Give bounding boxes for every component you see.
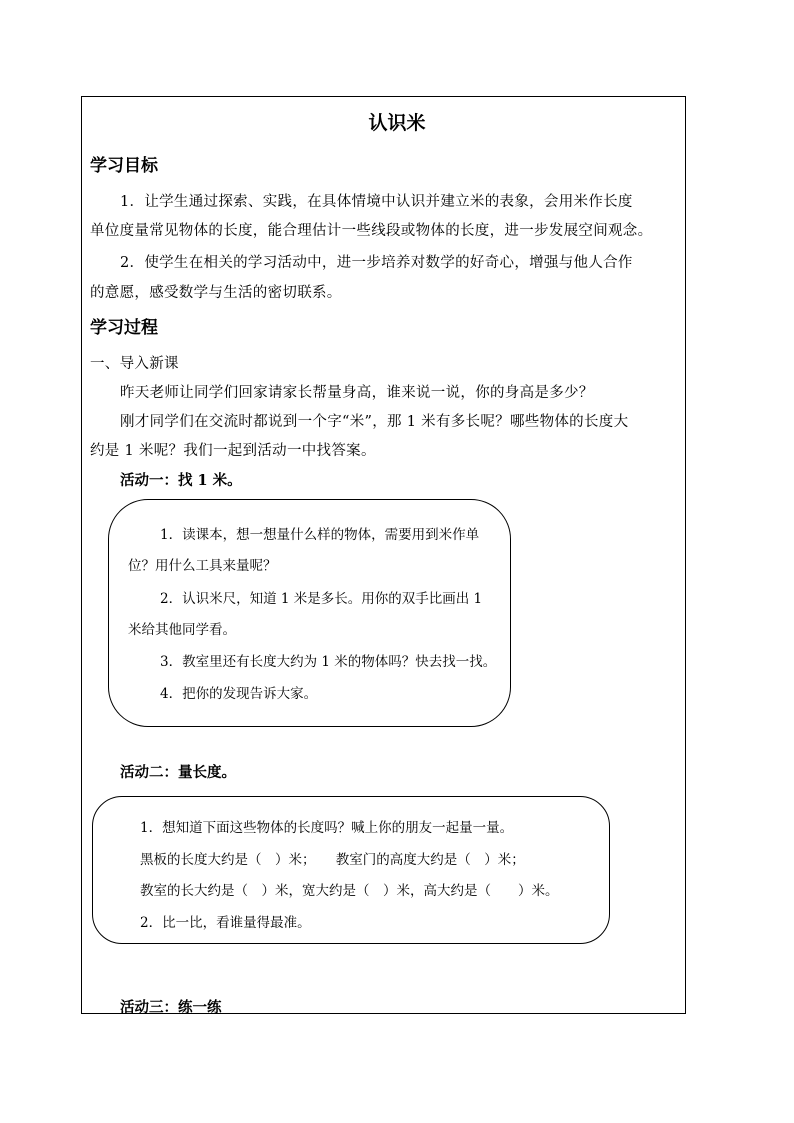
- objective-2-line-2: 的意愿，感受数学与生活的密切联系。: [90, 285, 342, 301]
- activity-2-fill-line-1: 黑板的长度大约是（ ）米； 教室门的高度大约是（ ）米；: [140, 852, 525, 868]
- intro-paragraph-1: 昨天老师让同学们回家请家长帮量身高，谁来说一说，你的身高是多少？: [120, 385, 594, 401]
- process-heading: 学习过程: [90, 318, 158, 338]
- activity-1-item-3: 3．教室里还有长度大约为 1 米的物体吗？快去找一找。: [160, 654, 497, 670]
- activity-3-heading: 活动三：练一练: [120, 999, 222, 1016]
- objective-2-line-1: 2．使学生在相关的学习活动中，进一步培养对数学的好奇心，增强与他人合作: [120, 255, 633, 271]
- activity-2-item-1: 1．想知道下面这些物体的长度吗？喊上你的朋友一起量一量。: [140, 820, 514, 836]
- activity-1-item-4: 4．把你的发现告诉大家。: [160, 686, 318, 702]
- intro-paragraph-2-line-1: 刚才同学们在交流时都说到一个字“米”，那 1 米有多长呢？哪些物体的长度大: [120, 414, 629, 430]
- section-intro: 一、导入新课: [90, 356, 179, 372]
- activity-1-heading: 活动一：找 1 米。: [120, 472, 242, 489]
- activity-2-heading: 活动二：量长度。: [120, 764, 236, 781]
- objectives-heading: 学习目标: [90, 156, 158, 176]
- activity-2-item-2: 2．比一比，看谁量得最准。: [140, 915, 311, 931]
- objective-1-line-2: 单位度量常见物体的长度，能合理估计一些线段或物体的长度，进一步发展空间观念。: [90, 223, 653, 239]
- activity-1-item-2-line-1: 2．认识米尺，知道 1 米是多长。用你的双手比画出 1: [160, 591, 483, 607]
- activity-2-fill-line-2: 教室的长大约是（ ）米，宽大约是（ ）米，高大约是（ ）米。: [140, 883, 559, 899]
- intro-paragraph-2-line-2: 约是 1 米呢？我们一起到活动一中找答案。: [90, 443, 376, 459]
- page-title: 认识米: [368, 112, 426, 134]
- activity-1-item-2-line-2: 米给其他同学看。: [128, 622, 236, 638]
- objective-1-line-1: 1．让学生通过探索、实践，在具体情境中认识并建立米的表象，会用米作长度: [120, 194, 633, 210]
- activity-1-item-1-line-2: 位？用什么工具来量呢？: [128, 558, 277, 574]
- activity-1-item-1-line-1: 1．读课本，想一想量什么样的物体，需要用到米作单: [160, 527, 480, 543]
